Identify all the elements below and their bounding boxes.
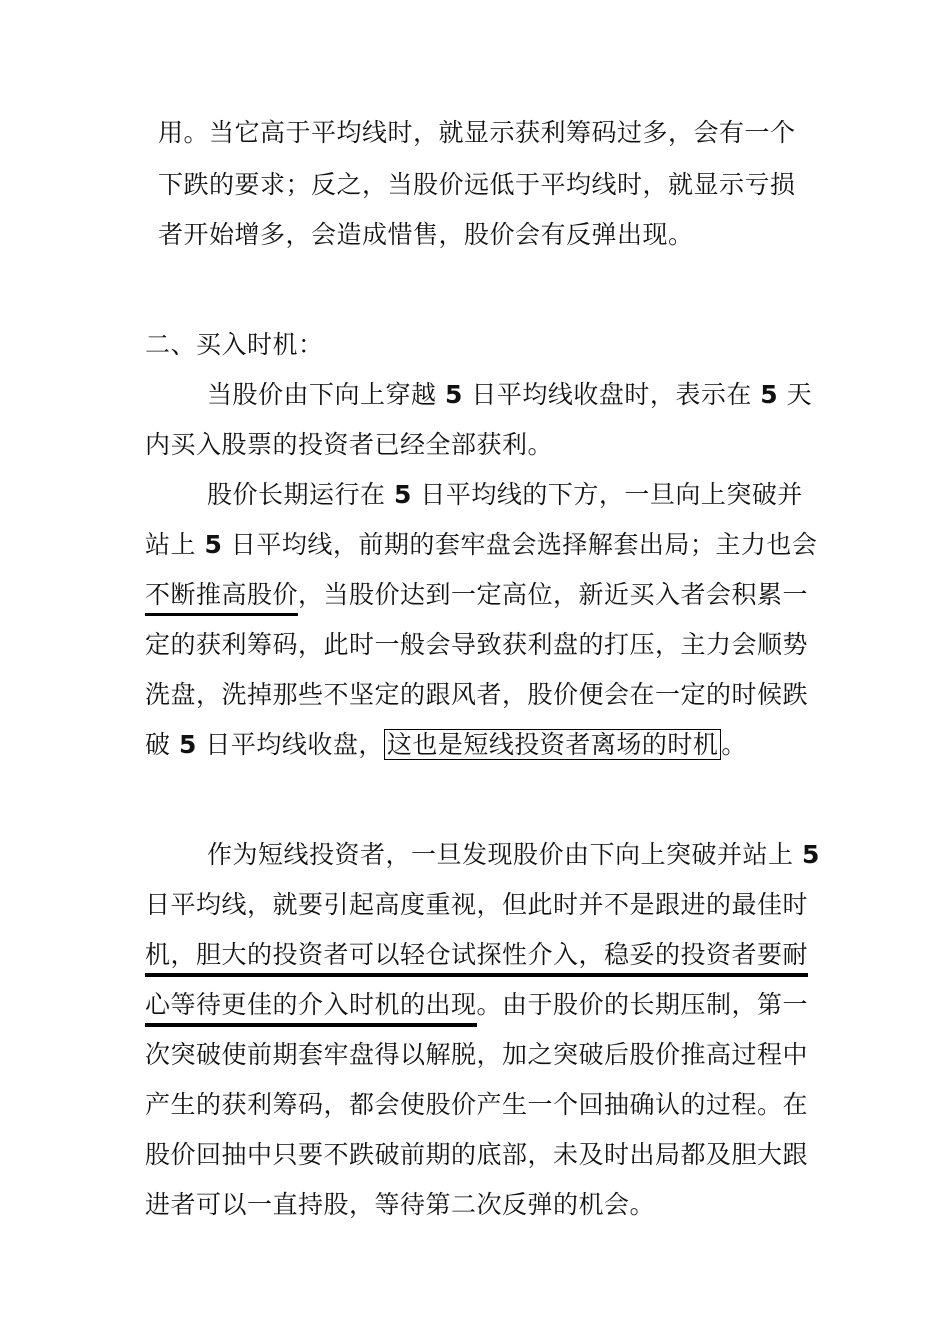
- number: 5: [760, 380, 779, 409]
- text: 破: [145, 730, 171, 759]
- para1-line1: 用。当它高于平均线时，就显示获利筹码过多，会有一个: [158, 118, 796, 147]
- text: 日平均线的下方，一旦向上突破并: [420, 480, 803, 509]
- underlined-text: 心等待更佳的介入时机的出现: [145, 990, 477, 1027]
- text: 天: [786, 380, 813, 409]
- para3-line4: 定的获利筹码，此时一般会导致获利盘的打压，主力会顺势: [145, 630, 809, 659]
- para4-line6: 产生的获利筹码，都会使股价产生一个回抽确认的过程。在: [145, 1090, 809, 1119]
- para2-line2: 内买入股票的投资者已经全部获利。: [145, 430, 554, 459]
- para1-line3: 者开始增多，会造成惜售，股价会有反弹出现。: [158, 220, 694, 249]
- text: 站上: [145, 530, 197, 559]
- text: 日平均线收盘时，表示在: [471, 380, 752, 409]
- para4-line2: 日平均线，就要引起高度重视，但此时并不是跟进的最佳时: [145, 890, 809, 919]
- number: 5: [204, 530, 223, 559]
- number: 5: [444, 380, 463, 409]
- number: 5: [178, 730, 197, 759]
- section-heading: 二、买入时机：: [145, 330, 324, 359]
- underlined-text: 机，胆大的投资者可以轻仓试探性介入，稳妥的投资者要耐: [145, 940, 808, 977]
- para4-line4: [145, 980, 808, 1030]
- para4-line7: 股价回抽中只要不跌破前期的底部，未及时出局都及胆大跟: [145, 1140, 809, 1169]
- text: 。: [721, 730, 747, 759]
- para1-line2: 下跌的要求；反之，当股价远低于平均线时，就显示亏损: [158, 170, 796, 199]
- text: 日平均线，前期的套牢盘会选择解套出局；主力也会: [230, 530, 818, 559]
- para3-line1: [207, 470, 803, 520]
- number: 5: [393, 480, 412, 509]
- para2-line1: [207, 370, 812, 420]
- underlined-text: 不断推高股价: [145, 580, 298, 616]
- para4-line3: [145, 930, 808, 980]
- para3-line3: [145, 570, 808, 620]
- para3-line5: 洗盘，洗掉那些不坚定的跟风者，股价便会在一定的时候跌: [145, 680, 809, 709]
- para4-line5: 次突破使前期套牢盘得以解脱，加之突破后股价推高过程中: [145, 1040, 809, 1069]
- para3-line6: [145, 720, 747, 770]
- para4-line1: [207, 830, 820, 880]
- text: 作为短线投资者，一旦发现股价由下向上突破并站上: [207, 840, 794, 869]
- text: 。由于股价的长期压制，第一: [476, 990, 809, 1019]
- text: 当股价由下向上穿越: [207, 380, 437, 409]
- boxed-text: 这也是短线投资者离场的时机: [384, 729, 722, 760]
- text: 股价长期运行在: [207, 480, 386, 509]
- para4-line8: 进者可以一直持股，等待第二次反弹的机会。: [145, 1190, 656, 1219]
- number: 5: [801, 840, 820, 869]
- text: 日平均线收盘，: [205, 730, 384, 759]
- para3-line2: [145, 520, 817, 570]
- text: ，当股价达到一定高位，新近买入者会积累一: [298, 580, 809, 609]
